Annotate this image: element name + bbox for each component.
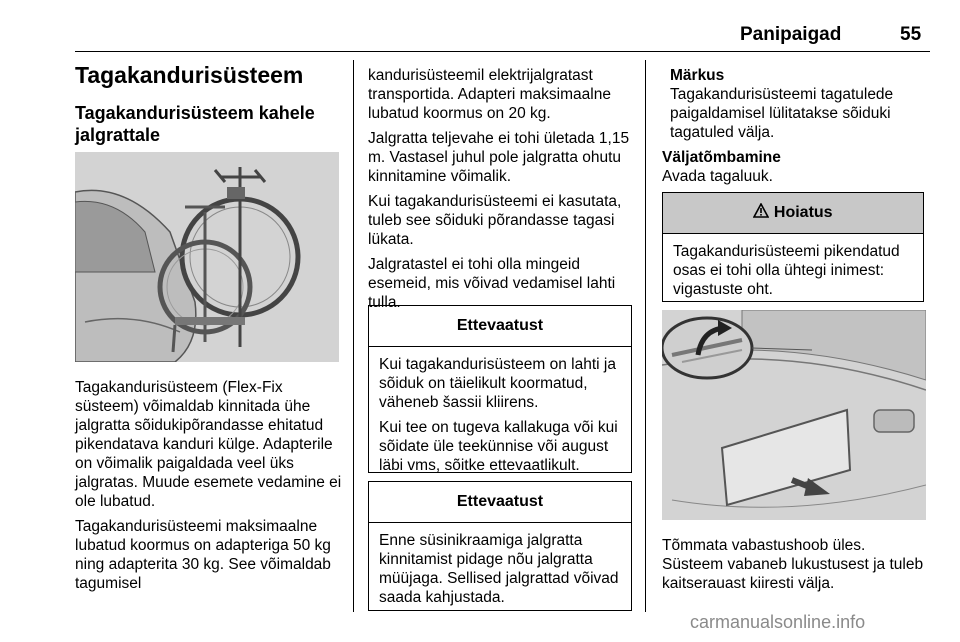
page-number: 55 <box>900 24 922 45</box>
column-divider-2 <box>645 60 646 612</box>
bike-carrier-drawing <box>75 152 339 362</box>
warning-text: Tagakandurisüsteemi pikendatud osas ei tohi olla ühtegi inimest: vigastuste oht. <box>673 243 900 298</box>
caution-box-1 <box>368 305 632 473</box>
paragraph: kandurisüsteemil elektrijalgratast transportida. Adapteri maksimaalne lubatud koormus on 20 kg. <box>368 67 611 122</box>
caution-title: Ettevaatust <box>369 482 631 523</box>
paragraph: Tõmmata vabastushoob üles. Süsteem vabaneb lukustusest ja tuleb kaitserauast kiiresti välja. <box>662 537 924 592</box>
watermark: carmanualsonline.info <box>690 612 866 632</box>
caution-paragraph: Kui tee on tugeva kallakuga või kui sõidate üle teekünnise või august läbi vms, sõitke ettevaatlikult. <box>379 419 618 474</box>
release-lever-illustration <box>662 310 926 520</box>
bike-carrier-illustration <box>75 152 339 362</box>
caution-body <box>369 347 631 485</box>
sub-heading: Tagakandurisüsteem kahele jalgrattale <box>75 103 315 145</box>
note-title: Märkus <box>670 67 725 84</box>
caution-paragraph: Enne süsinikraamiga jalgratta kinnitamist pidage nõu jalgratta müüjaga. Sellised jalgrattad võivad saada kahjustada. <box>379 532 619 606</box>
caution-paragraph: Kui tagakandurisüsteem on lahti ja sõiduk on täielikult koormatud, väheneb šassii kliirens. <box>379 356 616 411</box>
note-text: Tagakandurisüsteemi tagatulede paigaldamisel lülitatakse sõiduki tagatuled välja. <box>670 86 894 141</box>
caution-title: Ettevaatust <box>369 306 631 347</box>
caution-box-2 <box>368 481 632 611</box>
extraction-section <box>662 148 930 186</box>
release-lever-drawing <box>662 310 926 520</box>
caution-body <box>369 523 631 617</box>
warning-triangle-icon <box>753 204 773 221</box>
section-title: Väljatõmbamine <box>662 149 781 166</box>
paragraph: Tagakandurisüsteem (Flex-Fix süsteem) võimaldab kinnitada ühe jalgratta sõidukipõrandasse ehitatud pikendatava kanduri külge. Adapterile on võimalik paigaldada veel üks jalgratas. Muude esemete vedamine ei ole lubatud. <box>75 379 342 510</box>
col2-text <box>368 66 636 318</box>
column-divider-1 <box>353 60 354 612</box>
col3-text <box>662 536 930 599</box>
section-heading: Tagakandurisüsteem <box>75 62 304 88</box>
paragraph: Tagakandurisüsteemi maksimaalne lubatud koormus on adapteriga 50 kg ning adapterita 30 kg. See võimaldab tagumisel <box>75 518 331 592</box>
running-header-title: Panipaigad <box>740 24 842 45</box>
warning-body <box>663 234 923 303</box>
section-text: Avada tagaluuk. <box>662 168 773 185</box>
warning-box <box>662 192 924 302</box>
paragraph: Jalgratta teljevahe ei tohi ületada 1,15 m. Vastasel juhul pole jalgratta ohutu kinnitamine võimalik. <box>368 130 630 185</box>
col1-text <box>75 378 345 599</box>
paragraph: Kui tagakandurisüsteemi ei kasutata, tuleb see sõiduki põrandasse tagasi lükata. <box>368 193 622 248</box>
header-rule <box>75 51 930 52</box>
note-block <box>670 66 930 142</box>
warning-title: Hoiatus <box>773 204 833 221</box>
warning-header <box>663 193 923 234</box>
paragraph: Jalgratastel ei tohi olla mingeid esemeid, mis võivad vedamisel lahti tulla. <box>368 256 616 311</box>
